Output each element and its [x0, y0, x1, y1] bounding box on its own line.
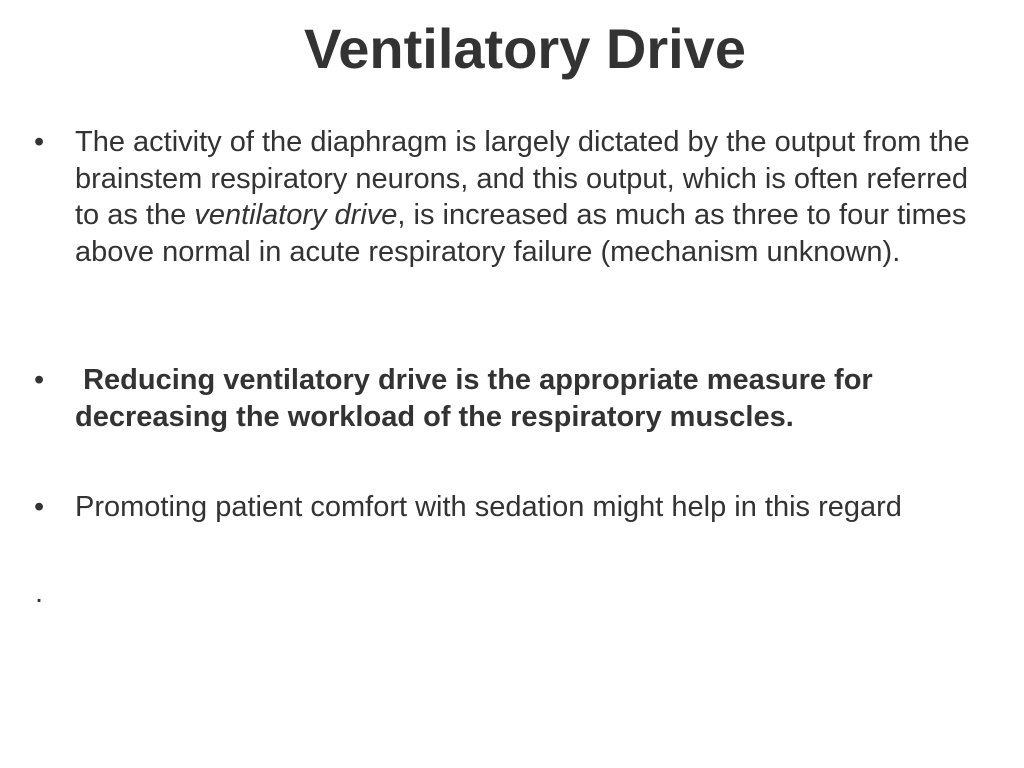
- bullet-marker: •: [34, 364, 45, 396]
- trailing-period: .: [35, 577, 44, 609]
- italic-term: ventilatory drive: [194, 199, 398, 231]
- bullet-marker: •: [34, 126, 45, 158]
- bullet-item: [34, 362, 994, 435]
- bullet-item: [34, 124, 994, 270]
- bullet-text-bold: Reducing ventilatory drive is the appropriate measure for decreasing the workload of the respiratory muscles.: [75, 364, 881, 433]
- bullet-text: [75, 124, 994, 270]
- bullet-text-part: , is increased as much as three to four times above normal in acute respiratory failure (mechanism unknown).: [75, 199, 967, 268]
- slide-title: Ventilatory Drive: [304, 17, 746, 80]
- bullet-text: Promoting patient comfort with sedation might help in this regard: [75, 491, 902, 523]
- bullet-item: [34, 489, 994, 526]
- bullet-text-part: The activity of the diaphragm is largely dictated by the output from the brainstem respiratory neurons, and this output, which is often referred to as the: [75, 126, 970, 231]
- bullet-marker: •: [34, 491, 45, 523]
